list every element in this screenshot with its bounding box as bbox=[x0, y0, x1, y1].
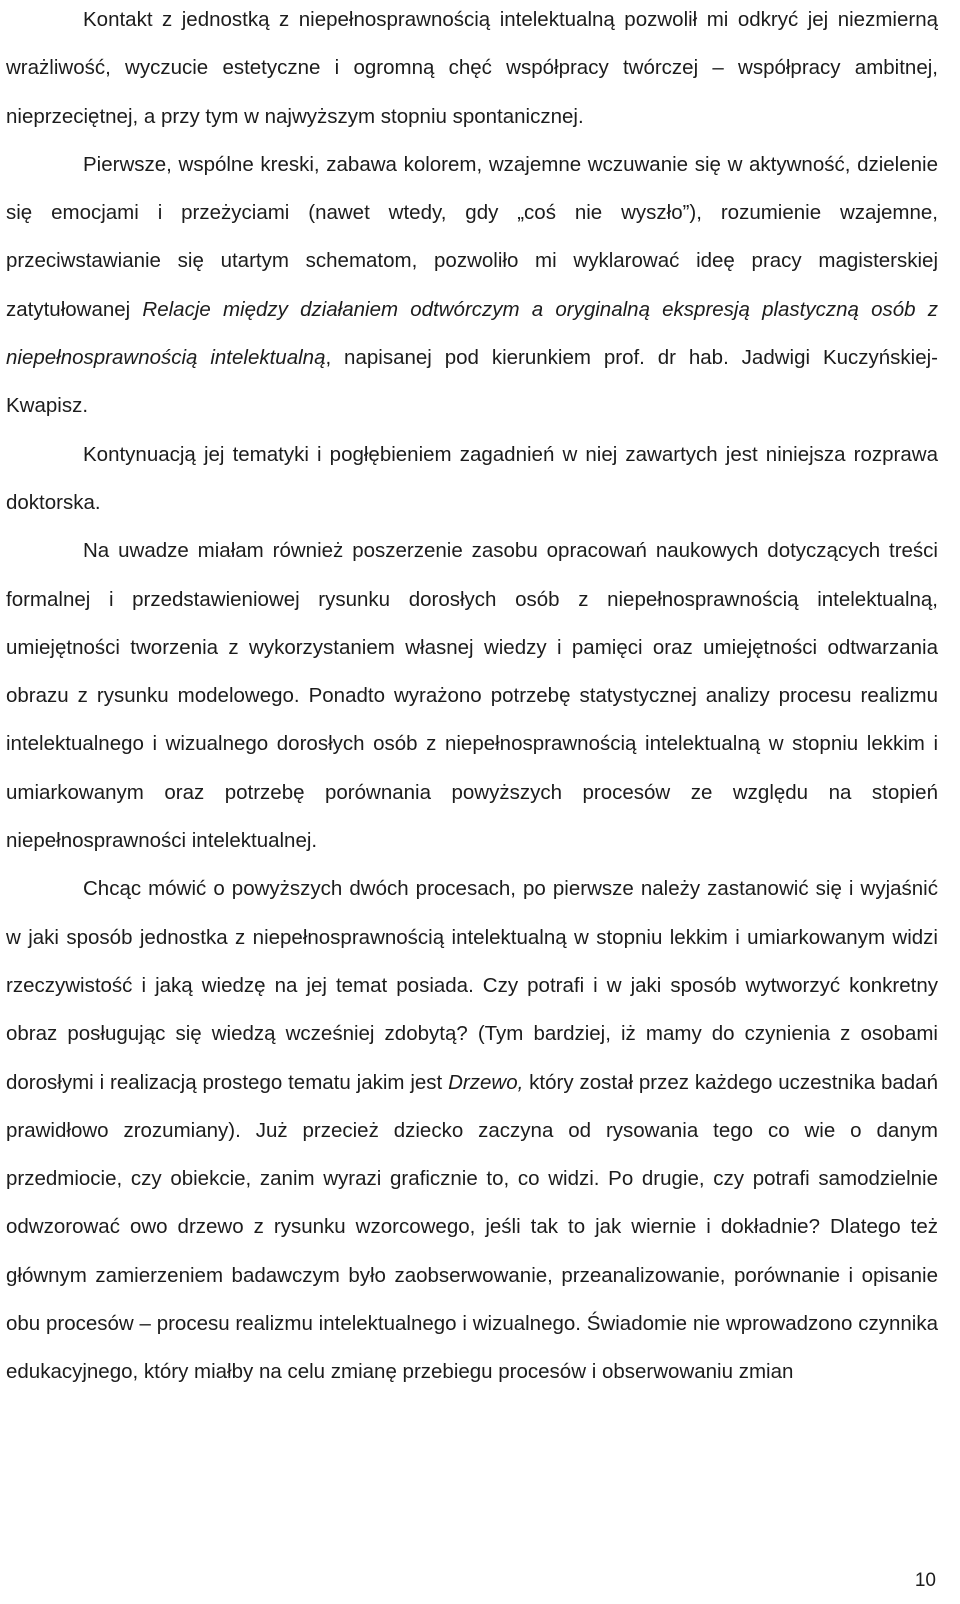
tree-word: Drzewo, bbox=[448, 1070, 524, 1094]
paragraph-processes-start: Chcąc mówić o powyższych dwóch procesach, po pierwsze należy zastanowić się i wyjaśnić w jaki sposób jednostka z niepełnosprawnością intelektualną w stopniu lekkim i umiarkowanym widzi rzeczywistość i jaką wiedzę na jej temat posiada. Czy potrafi i w jaki sposób wytworzyć konkretny obraz posługując się wiedzą wcześniej zdobytą? (Tym bardziej, iż mamy do czynienia z osobami dorosłymi i realizacją prostego tematu jakim jest bbox=[6, 877, 938, 1094]
paragraph-continuation-text: Kontynuacją jej tematyki i pogłębieniem zagadnień w niej zawartych jest niniejsza rozprawa doktorska. bbox=[6, 442, 938, 514]
paragraph-contact-text: Kontakt z jednostką z niepełnosprawnością intelektualną pozwolił mi odkryć jej niezmierną wrażliwość, wyczucie estetyczne i ogromną chęć współpracy twórczej – współpracy ambitnej, nieprzeciętnej, a przy tym w najwyższym stopniu spontanicznej. bbox=[6, 8, 938, 128]
paragraph-continuation bbox=[6, 431, 938, 528]
page-number: 10 bbox=[914, 1570, 936, 1591]
paragraph-research-goals bbox=[6, 527, 938, 865]
paragraph-processes bbox=[6, 865, 938, 1396]
paragraph-first-lines bbox=[6, 141, 938, 431]
body-text bbox=[6, 0, 938, 1397]
paragraph-first-lines-start: Pierwsze, wspólne kreski, zabawa kolorem, wzajemne wczuwanie się w aktywność, dzielenie się emocjami i przeżyciami (nawet wtedy, gdy „coś nie wyszło”), rozumienie wzajemne, przeciwstawianie się utartym schematom, pozwoliło mi wyklarować ideę pracy magisterskiej zatytułowanej bbox=[6, 152, 938, 321]
paragraph-first-lines-end: , napisanej pod kierunkiem prof. dr hab. Jadwigi Kuczyńskiej-Kwapisz. bbox=[6, 346, 939, 418]
thesis-title: Relacje między działaniem odtwórczym a oryginalną ekspresją plastyczną osób z niepełnosprawnością intelektualną bbox=[6, 297, 938, 370]
paragraph-processes-end: który został przez każdego uczestnika badań prawidłowo zrozumiany). Już przecież dziecko zaczyna od rysowania tego co wie o danym przedmiocie, czy obiekcie, zanim wyrazi graficznie to, co widzi. Po drugie, czy potrafi samodzielnie odwzorować owo drzewo z rysunku wzorcowego, jeśli tak to jak wiernie i dokładnie? Dlatego też głównym zamierzeniem badawczym było zaobserwowanie, przeanalizowanie, porównanie i opisanie obu procesów – procesu realizmu intelektualnego i wizualnego. Świadomie nie wprowadzono czynnika edukacyjnego, który miałby na celu zmianę przebiegu procesów i obserwowaniu zmian bbox=[6, 1070, 938, 1384]
paragraph-research-goals-text: Na uwadze miałam również poszerzenie zasobu opracowań naukowych dotyczących treści formalnej i przedstawieniowej rysunku dorosłych osób z niepełnosprawnością intelektualną, umiejętności tworzenia z wykorzystaniem własnej wiedzy i pamięci oraz umiejętności odtwarzania obrazu z rysunku modelowego. Ponadto wyrażono potrzebę statystycznej analizy procesu realizmu intelektualnego i wizualnego dorosłych osób z niepełnosprawnością intelektualną w stopniu lekkim i umiarkowanym oraz potrzebę porównania powyższych procesów ze względu na stopień niepełnosprawności intelektualnej. bbox=[6, 539, 938, 853]
paragraph-contact bbox=[6, 0, 938, 141]
